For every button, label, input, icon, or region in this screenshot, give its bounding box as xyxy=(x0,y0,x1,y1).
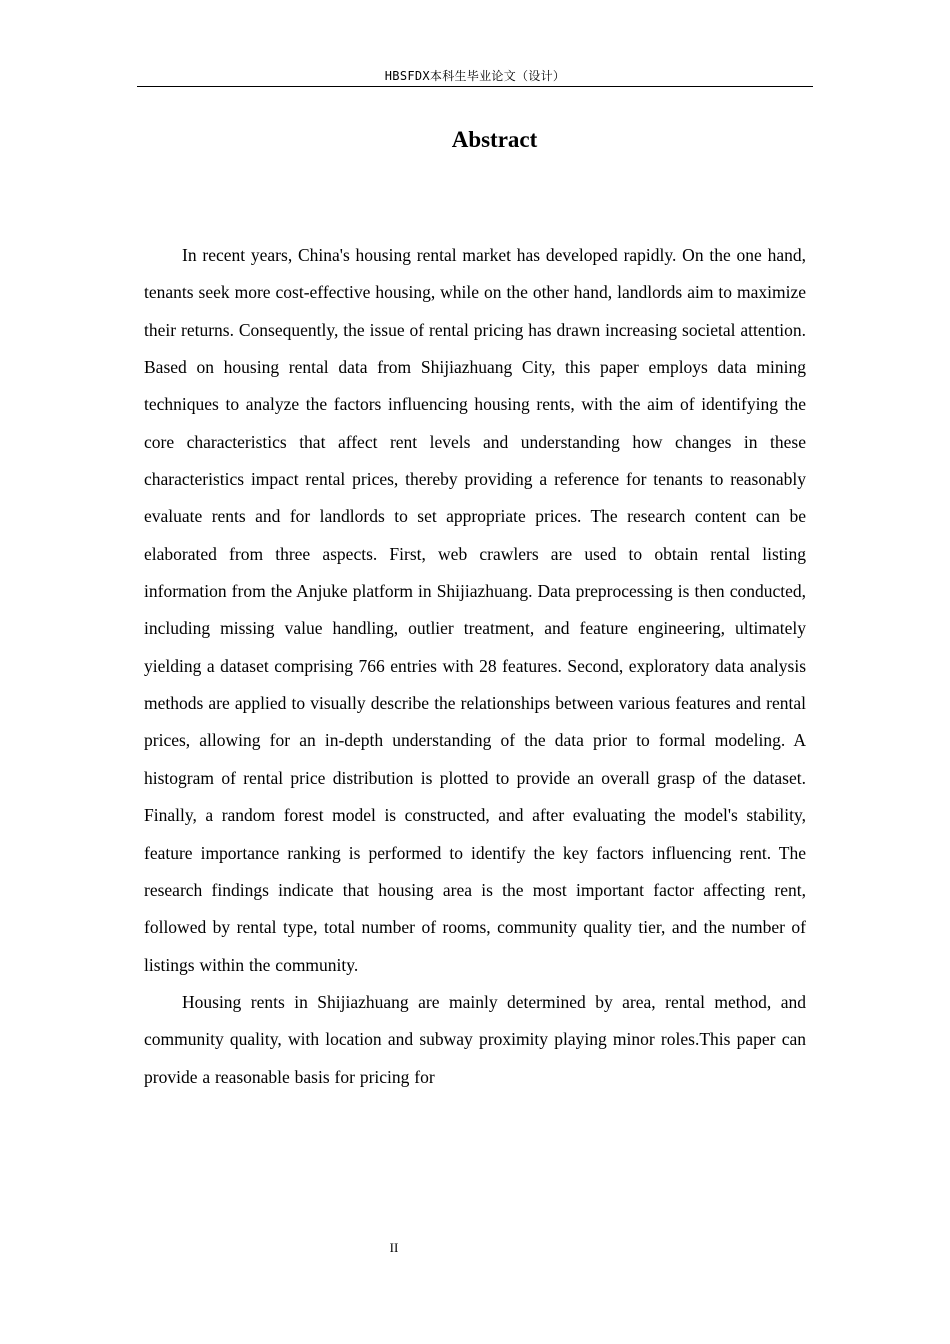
page-number: II xyxy=(389,1240,399,1255)
abstract-paragraph-2: Housing rents in Shijiazhuang are mainly determined by area, rental method, and community quality, with location and subway proximity playing minor roles.This paper can provide a reasonable basis for pricing for xyxy=(144,991,806,1087)
header-divider xyxy=(137,86,813,87)
abstract-body xyxy=(144,237,806,1096)
running-header: HBSFDX本科生毕业论文（设计） xyxy=(384,69,566,83)
page-title: Abstract xyxy=(451,127,538,152)
abstract-paragraph-1: In recent years, China's housing rental market has developed rapidly. On the one hand, tenants seek more cost-effective housing, while on the other hand, landlords aim to maximize their returns. Consequently, the issue of rental pricing has drawn increasing societal attention. Based on housing rental data from Shijiazhuang City, this paper employs data mining techniques to analyze the factors influencing housing rents, with the aim of identifying the core characteristics that affect rent levels and understanding how changes in these characteristics impact rental prices, thereby providing a reference for tenants to reasonably evaluate rents and for landlords to set appropriate prices. The research content can be elaborated from three aspects. First, web crawlers are used to obtain rental listing information from the Anjuke platform in Shijiazhuang. Data preprocessing is then conducted, including missing value handling, outlier treatment, and feature engineering, ultimately yielding a dataset comprising 766 entries with 28 features. Second, exploratory data analysis methods are applied to visually describe the relationships between various features and rental prices, allowing for an in-depth understanding of the data prior to formal modeling. A histogram of rental price distribution is plotted to provide an overall grasp of the dataset. Finally, a random forest model is constructed, and after evaluating the model's stability, feature importance ranking is performed to identify the key factors influencing rent. The research findings indicate that housing area is the most important factor affecting rent, followed by rental type, total number of rooms, community quality tier, and the number of listings within the community. xyxy=(144,245,806,975)
